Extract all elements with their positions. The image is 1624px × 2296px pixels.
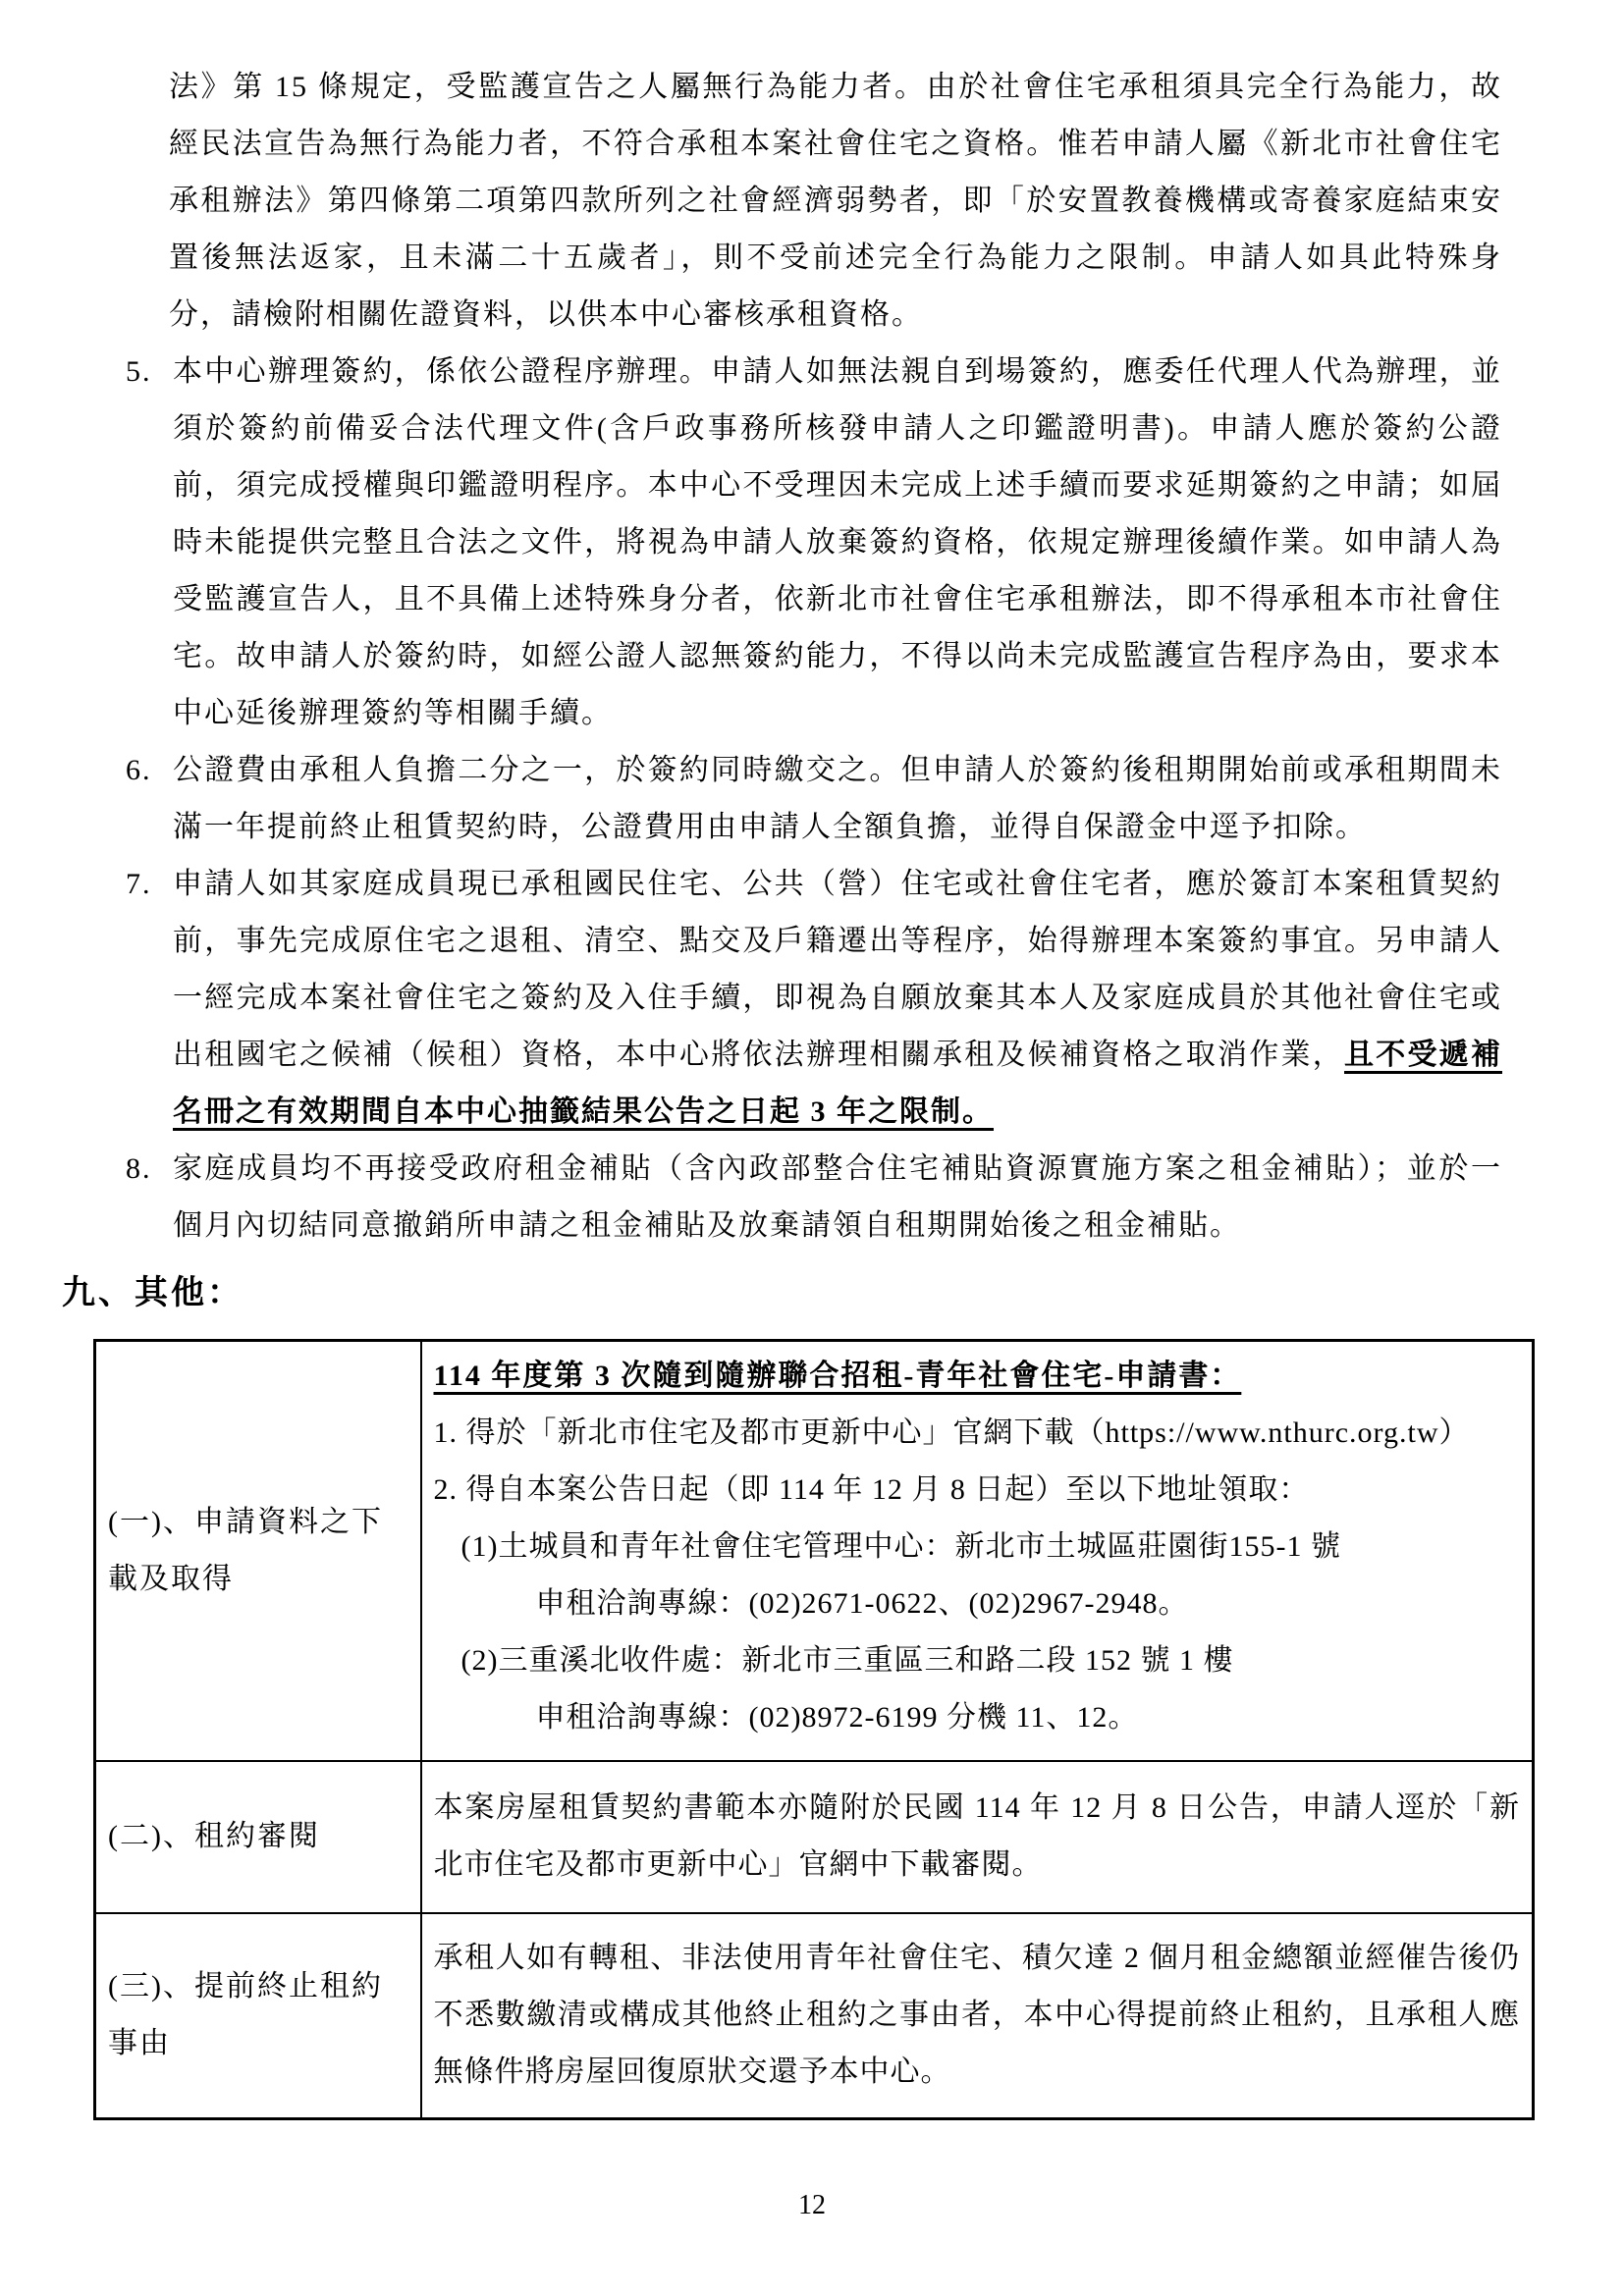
item-text xyxy=(173,856,1502,1141)
table-row-lease-review xyxy=(95,1761,1534,1913)
row-label-early-termination: (三)、提前終止租約事由 xyxy=(95,1913,421,2119)
table-content-line: (2)三重溪北收件處：新北市三重區三和路二段 152 號 1 樓 xyxy=(460,1644,1234,1677)
row-label-lease-review: (二)、租約審閱 xyxy=(95,1761,421,1913)
table-content-line: (1)土城員和青年社會住宅管理中心：新北市土城區莊園街155-1 號 xyxy=(460,1530,1341,1563)
row-content-application-download xyxy=(421,1341,1534,1761)
list-item-7 xyxy=(126,856,1502,1141)
table-content-line: 申租洽詢專線：(02)8972-6199 分機 11、12。 xyxy=(535,1701,1139,1734)
item-number: 6. xyxy=(126,754,152,786)
table-title: 114 年度第 3 次隨到隨辦聯合招租-青年社會住宅-申請書： xyxy=(433,1360,1242,1392)
item-text-emphasized: 且不受遞補名冊之有效期間自本中心抽籤結果公告之日起 3 年之限制。 xyxy=(173,1039,1503,1128)
item-number: 5. xyxy=(126,355,152,388)
page-number: 12 xyxy=(798,2190,826,2220)
row-content-early-termination xyxy=(421,1913,1534,2119)
item-text: 家庭成員均不再接受政府租金補貼（含內政部整合住宅補貼資源實施方案之租金補貼）；並於一個月內切結同意撤銷所申請之租金補貼及放棄請領自租期開始後之租金補貼。 xyxy=(173,1152,1502,1242)
other-info-table xyxy=(93,1339,1535,2120)
table-row-application-download xyxy=(95,1341,1534,1761)
item-number: 8. xyxy=(126,1152,152,1185)
table-cell-text: 承租人如有轉租、非法使用青年社會住宅、積欠達 2 個月租金總額並經催告後仍不悉數繳清或構成其他終止租約之事由者，本中心得提前終止租約，且承租人應無條件將房屋回復原狀交還予本中心。 xyxy=(433,1942,1520,2089)
row-label-application-download: (一)、申請資料之下載及取得 xyxy=(95,1341,421,1761)
row-content-lease-review xyxy=(421,1761,1534,1913)
table-content-line: 申租洽詢專線：(02)2671-0622、(02)2967-2948。 xyxy=(535,1587,1189,1620)
table-content-line: 2. 得自本案公告日起（即 114 年 12 月 8 日起）至以下地址領取： xyxy=(433,1473,1310,1506)
list-item-8 xyxy=(126,1141,1502,1255)
item-number: 7. xyxy=(126,868,152,900)
item-text: 本中心辦理簽約，係依公證程序辦理。申請人如無法親自到場簽約，應委任代理人代為辦理，並須於簽約前備妥合法代理文件(含戶政事務所核發申請人之印鑑證明書)。申請人應於簽約公證前，須完成授權與印鑑證明程序。本中心不受理因未完成上述手續而要求延期簽約之申請；如屆時未能提供完整且合法之文件，將視為申請人放棄簽約資格，依規定辦理後續作業。如申請人為受監護宣告人，且不具備上述特殊身分者，依新北市社會住宅承租辦法，即不得承租本市社會住宅。故申請人於簽約時，如經公證人認無簽約能力，不得以尚未完成監護宣告程序為由，要求本中心延後辦理簽約等相關手續。 xyxy=(173,355,1502,729)
table-row-early-termination xyxy=(95,1913,1534,2119)
list-item-5 xyxy=(126,344,1502,742)
table-content-line: 1. 得於「新北市住宅及都市更新中心」官網下載（https://www.nthurc.org.tw） xyxy=(433,1416,1470,1449)
list-item-6 xyxy=(126,742,1502,856)
item-text: 公證費由承租人負擔二分之一，於簽約同時繳交之。但申請人於簽約後租期開始前或承租期間未滿一年提前終止租賃契約時，公證費用由申請人全額負擔，並得自保證金中逕予扣除。 xyxy=(173,754,1502,843)
paragraph-continuation: 法》第 15 條規定，受監護宣告之人屬無行為能力者。由於社會住宅承租須具完全行為能力，故經民法宣告為無行為能力者，不符合承租本案社會住宅之資格。惟若申請人屬《新北市社會住宅承租辦法》第四條第二項第四款所列之社會經濟弱勢者，即「於安置教養機構或寄養家庭結束安置後無法返家，且未滿二十五歲者」，則不受前述完全行為能力之限制。申請人如具此特殊身分，請檢附相關佐證資料，以供本中心審核承租資格。 xyxy=(169,71,1502,331)
item-text-normal: 申請人如其家庭成員現已承租國民住宅、公共（營）住宅或社會住宅者，應於簽訂本案租賃契約前，事先完成原住宅之退租、清空、點交及戶籍遷出等程序，始得辦理本案簽約事宜。另申請人一經完成本案社會住宅之簽約及入住手續，即視為自願放棄其本人及家庭成員於其他社會住宅或出租國宅之候補（候租）資格，本中心將依法辦理相關承租及候補資格之取消作業， xyxy=(173,868,1502,1071)
section-header-others: 九、其他： xyxy=(62,1275,244,1311)
table-cell-text: 本案房屋租賃契約書範本亦隨附於民國 114 年 12 月 8 日公告，申請人逕於「新北市住宅及都市更新中心」官網中下載審閱。 xyxy=(433,1791,1520,1881)
